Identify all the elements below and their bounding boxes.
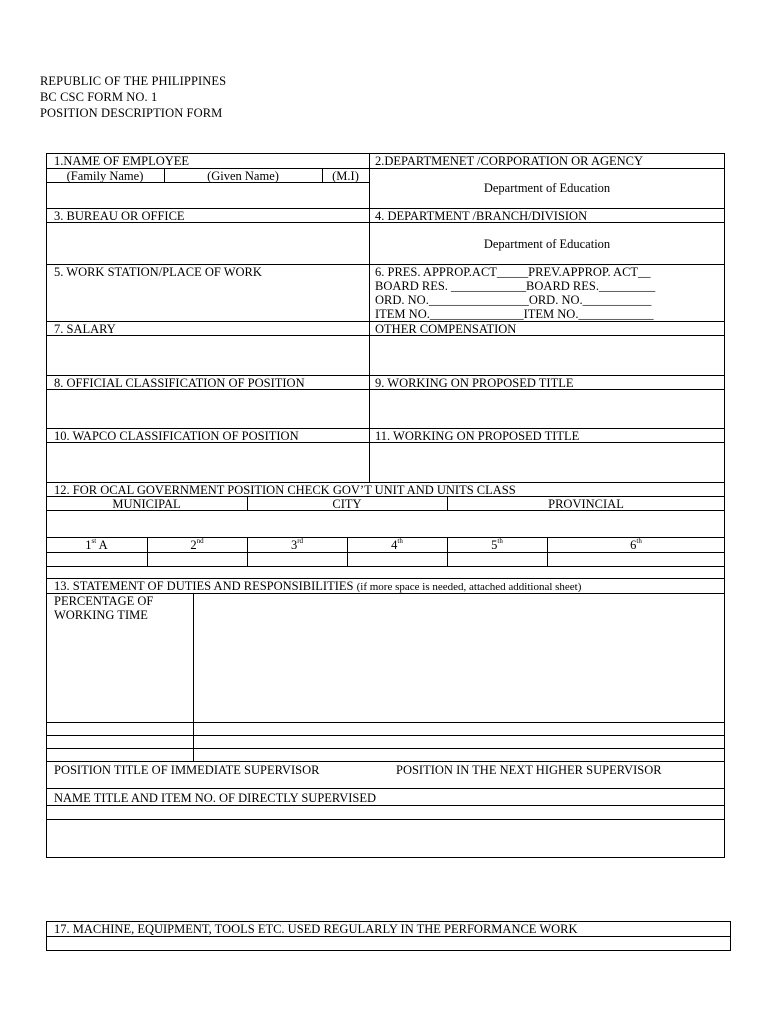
label-machines-equipment: 17. MACHINE, EQUIPMENT, TOOLS ETC. USED REGULARLY IN THE PERFORMANCE WORK [54, 922, 578, 936]
label-immediate-supervisor: POSITION TITLE OF IMMEDIATE SUPERVISOR [54, 763, 320, 777]
label-bureau-office: 3. BUREAU OR OFFICE [54, 209, 185, 223]
dept-divider [369, 168, 725, 169]
label-branch-division: 4. DEPARTMENT /BRANCH/DIVISION [375, 209, 588, 223]
class-2nd: 2nd [190, 537, 204, 552]
header-republic: REPUBLIC OF THE PHILIPPINES [40, 74, 227, 88]
label-provincial: PROVINCIAL [548, 497, 624, 511]
row-divider [46, 566, 725, 567]
label-department: 2.DEPARTMENET /CORPORATION OR AGENCY [375, 154, 644, 168]
label-municipal: MUNICIPAL [112, 497, 181, 511]
row-divider [46, 788, 725, 789]
label-salary: 7. SALARY [54, 322, 116, 336]
row-divider [46, 735, 725, 736]
approp-line-4: ITEM NO._______________ITEM NO.____________ [375, 307, 654, 321]
row-divider [46, 819, 725, 820]
header-form-number: BC CSC FORM NO. 1 [40, 90, 158, 104]
percentage-column-divider [193, 593, 194, 761]
row-divider [46, 748, 725, 749]
class-1st: 1st A [85, 537, 108, 552]
value-department: Department of Education [483, 181, 611, 195]
label-working-title-9: 9. WORKING ON PROPOSED TITLE [375, 376, 574, 390]
label-city: CITY [332, 497, 362, 511]
approp-line-2: BOARD RES. ____________BOARD RES._________ [375, 279, 656, 293]
class-6th: 6th [630, 537, 642, 552]
machines-divider [46, 936, 731, 937]
row-divider [46, 761, 725, 762]
approp-line-3: ORD. NO.________________ORD. NO.___________ [375, 293, 652, 307]
label-work-station: 5. WORK STATION/PLACE OF WORK [54, 265, 262, 279]
label-working-title-11: 11. WORKING ON PROPOSED TITLE [375, 429, 580, 443]
label-middle-initial: (M.I) [332, 169, 359, 183]
label-next-higher-supervisor: POSITION IN THE NEXT HIGHER SUPERVISOR [396, 763, 662, 777]
class-4th: 4th [391, 537, 403, 552]
label-duties-responsibilities: 13. STATEMENT OF DUTIES AND RESPONSIBILITIES (if more space is needed, attached additional sheet) [54, 579, 582, 593]
label-local-government: 12. FOR OCAL GOVERNMENT POSITION CHECK GOV’T UNIT AND UNITS CLASS [54, 483, 516, 497]
label-given-name: (Given Name) [207, 169, 279, 183]
label-family-name: (Family Name) [66, 169, 144, 183]
row-divider [46, 805, 725, 806]
class-5th: 5th [491, 537, 503, 552]
label-official-classification: 8. OFFICIAL CLASSIFICATION OF POSITION [54, 376, 305, 390]
label-percentage-line1: PERCENTAGE OF [54, 594, 154, 608]
label-percentage-line2: WORKING TIME [54, 608, 148, 622]
approp-line-1: 6. PRES. APPROP.ACT_____PREV.APPROP. ACT__ [375, 265, 651, 279]
label-directly-supervised: NAME TITLE AND ITEM NO. OF DIRECTLY SUPERVISED [54, 791, 377, 805]
column-divider [369, 153, 370, 482]
value-branch-division: Department of Education [483, 237, 611, 251]
header-form-title: POSITION DESCRIPTION FORM [40, 106, 223, 120]
label-wapco-classification: 10. WAPCO CLASSIFICATION OF POSITION [54, 429, 299, 443]
row-divider [46, 722, 725, 723]
label-name-of-employee: 1.NAME OF EMPLOYEE [54, 154, 190, 168]
class-3rd: 3rd [290, 537, 304, 552]
label-other-compensation: OTHER COMPENSATION [375, 322, 517, 336]
